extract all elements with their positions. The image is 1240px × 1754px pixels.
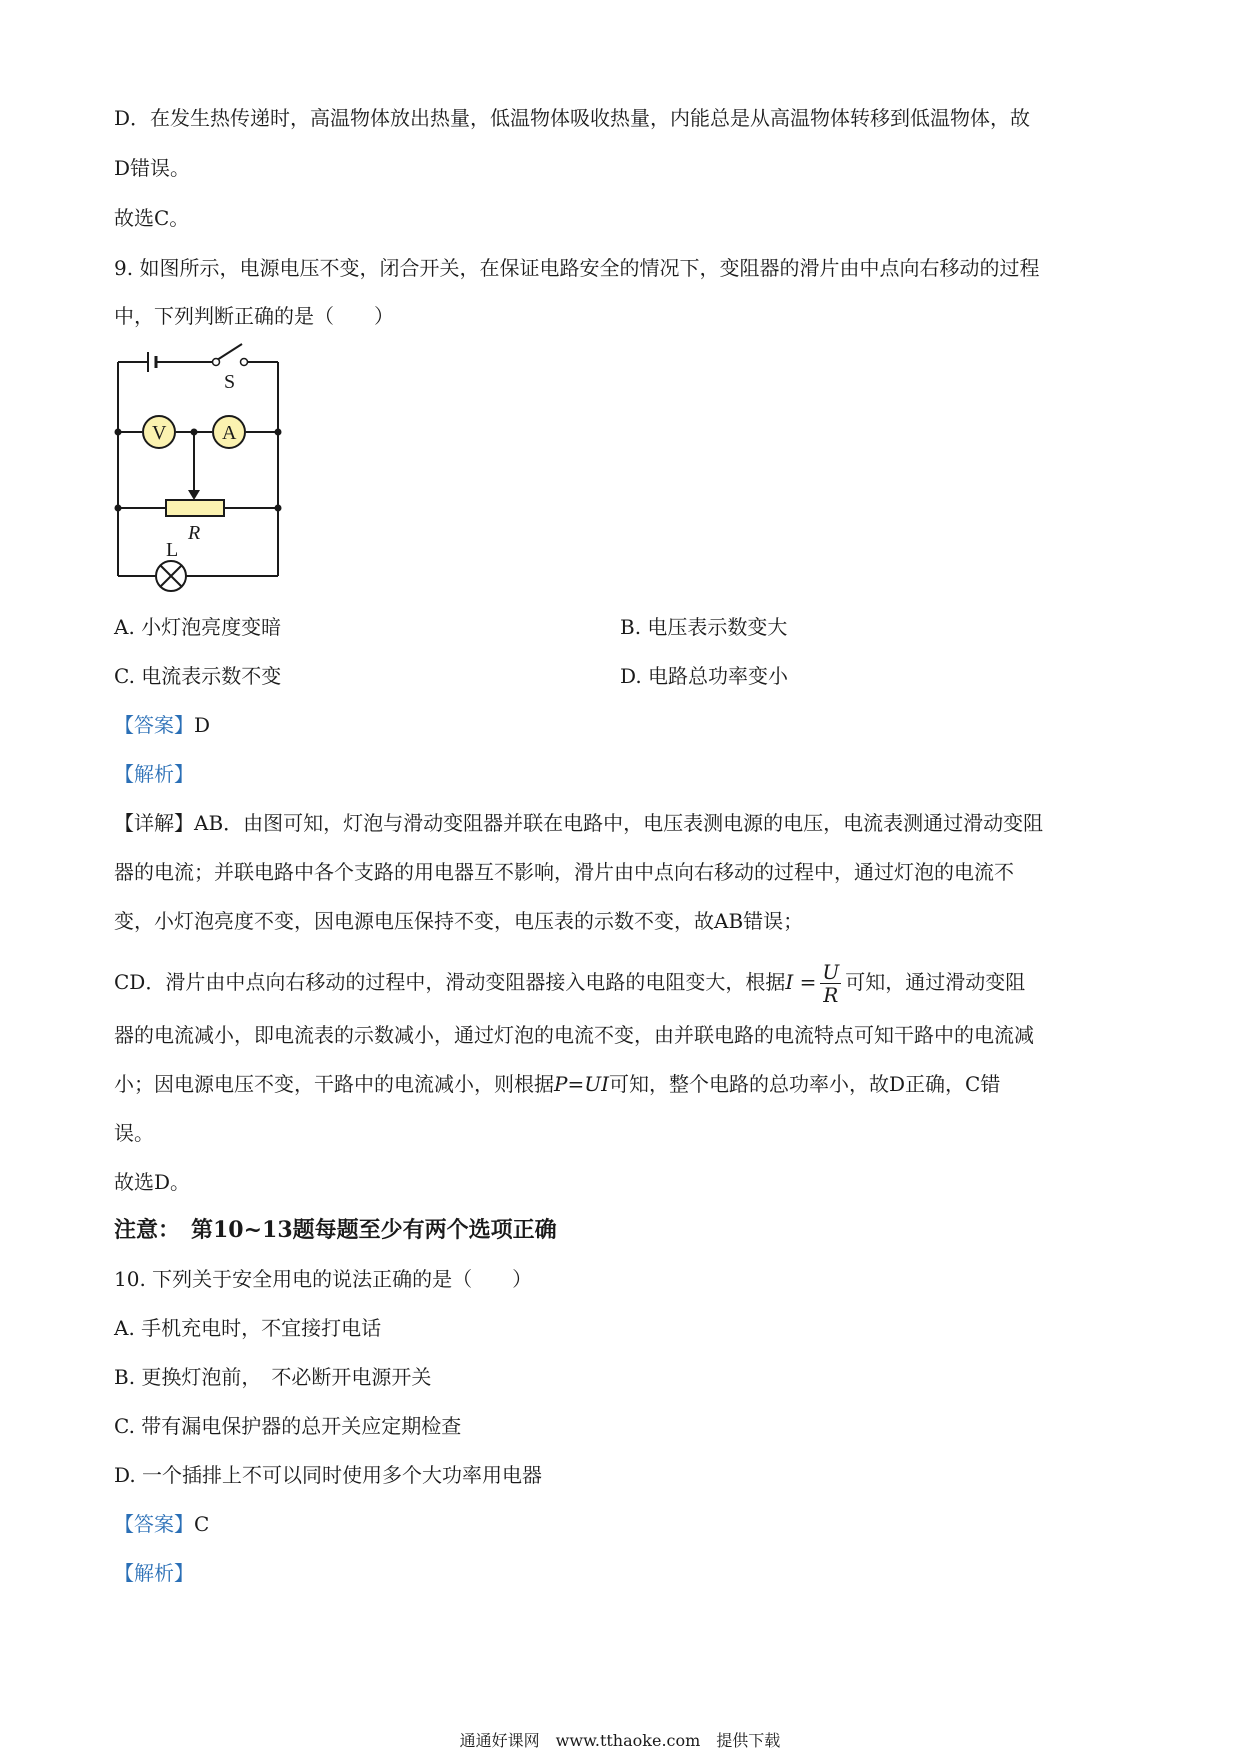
switch-pivot <box>213 359 220 366</box>
slider-arrow <box>188 490 200 500</box>
detail-line-5: 器的电流减小，即电流表的示数减小，通过灯泡的电流不变，由并联电路的电流特点可知干路中的电流减 <box>114 1023 1034 1047</box>
fraction-numerator: U <box>822 960 840 984</box>
footer: 通通好课网 www.tthaoke.com 提供下载 <box>459 1731 781 1750</box>
analysis-tag: 【解析】 <box>114 1561 194 1585</box>
analysis-tag: 【解析】 <box>114 762 194 786</box>
detail-line-2: 器的电流；并联电路中各个支路的用电器互不影响，滑片由中点向右移动的过程中，通过灯泡的电流不 <box>114 860 1014 884</box>
answer-tag: 【答案】 <box>114 713 194 737</box>
q10-option-a: A. 手机充电时，不宜接打电话 <box>114 1316 382 1340</box>
answer-value: D <box>194 713 211 737</box>
detail-text: CD．滑片由中点向右移动的过程中，滑动变阻器接入电路的电阻变大，根据 <box>114 970 786 994</box>
detail-line-3: 变，小灯泡亮度不变，因电源电压保持不变，电压表的示数不变，故AB错误； <box>114 909 804 933</box>
question-9-line2: 中，下列判断正确的是（ ） <box>114 304 394 328</box>
rheostat-icon <box>166 500 224 516</box>
switch-label: S <box>224 371 236 393</box>
junction-dot <box>115 429 122 436</box>
detail-line-1 <box>114 810 1043 836</box>
resistor-label: R <box>188 522 201 544</box>
junction-dot <box>275 429 282 436</box>
question-10: 10. 下列关于安全用电的说法正确的是（ ） <box>114 1267 533 1291</box>
option-c: C. 电流表示数不变 <box>114 664 282 688</box>
line-d-wrong: D错误。 <box>114 156 191 180</box>
formula-lhs: I = <box>785 970 817 994</box>
switch-blade <box>217 344 242 360</box>
notice: 注意： 第10~13题每题至少有两个选项正确 <box>114 1217 557 1243</box>
line-choose-c: 故选C。 <box>114 206 190 230</box>
q10-option-d: D. 一个插排上不可以同时使用多个大功率用电器 <box>114 1463 543 1487</box>
q10-answer-line <box>114 1511 209 1537</box>
q10-analysis-line <box>114 1560 194 1586</box>
detail-line-7: 误。 <box>114 1121 154 1145</box>
option-d: D. 电路总功率变小 <box>620 664 789 688</box>
option-a: A. 小灯泡亮度变暗 <box>114 615 282 639</box>
detail-text: 可知，整个电路的总功率小，故D正确，C错 <box>608 1072 1001 1096</box>
answer-tag: 【答案】 <box>114 1512 194 1536</box>
q10-option-c: C. 带有漏电保护器的总开关应定期检查 <box>114 1414 462 1438</box>
lamp-label: L <box>166 539 179 561</box>
switch-contact <box>241 359 248 366</box>
detail-line-6 <box>114 1071 1000 1097</box>
detail-line-4 <box>114 958 1025 1006</box>
voltmeter-label: V <box>152 422 167 444</box>
detail-text: 可知，通过滑动变阻 <box>845 970 1026 994</box>
analysis-line <box>114 761 194 787</box>
detail-text: AB．由图可知，灯泡与滑动变阻器并联在电路中，电压表测电源的电压，电流表测通过滑动变阻 <box>194 811 1044 835</box>
detail-tag: 【详解】 <box>114 811 194 835</box>
ammeter-label: A <box>222 422 237 444</box>
answer-value: C <box>194 1512 210 1536</box>
junction-dot <box>275 505 282 512</box>
circuit-diagram <box>110 340 290 600</box>
question-9-line1: 9. 如图所示，电源电压不变，闭合开关，在保证电路安全的情况下，变阻器的滑片由中点向右移动的过程 <box>114 256 1040 280</box>
detail-line-8: 故选D。 <box>114 1170 191 1194</box>
option-b: B. 电压表示数变大 <box>620 615 788 639</box>
junction-dot <box>191 429 198 436</box>
junction-dot <box>115 505 122 512</box>
fraction-denominator: R <box>823 983 839 1007</box>
line-d-option: D．在发生热传递时，高温物体放出热量，低温物体吸收热量，内能总是从高温物体转移到低温物体，故 <box>114 106 1031 130</box>
formula-power: P=UI <box>554 1072 609 1096</box>
answer-line <box>114 712 210 738</box>
detail-text: 小；因电源电压不变，干路中的电流减小，则根据 <box>114 1072 554 1096</box>
q10-option-b: B. 更换灯泡前， 不必断开电源开关 <box>114 1365 432 1389</box>
ohm-law-fraction <box>820 961 841 1006</box>
